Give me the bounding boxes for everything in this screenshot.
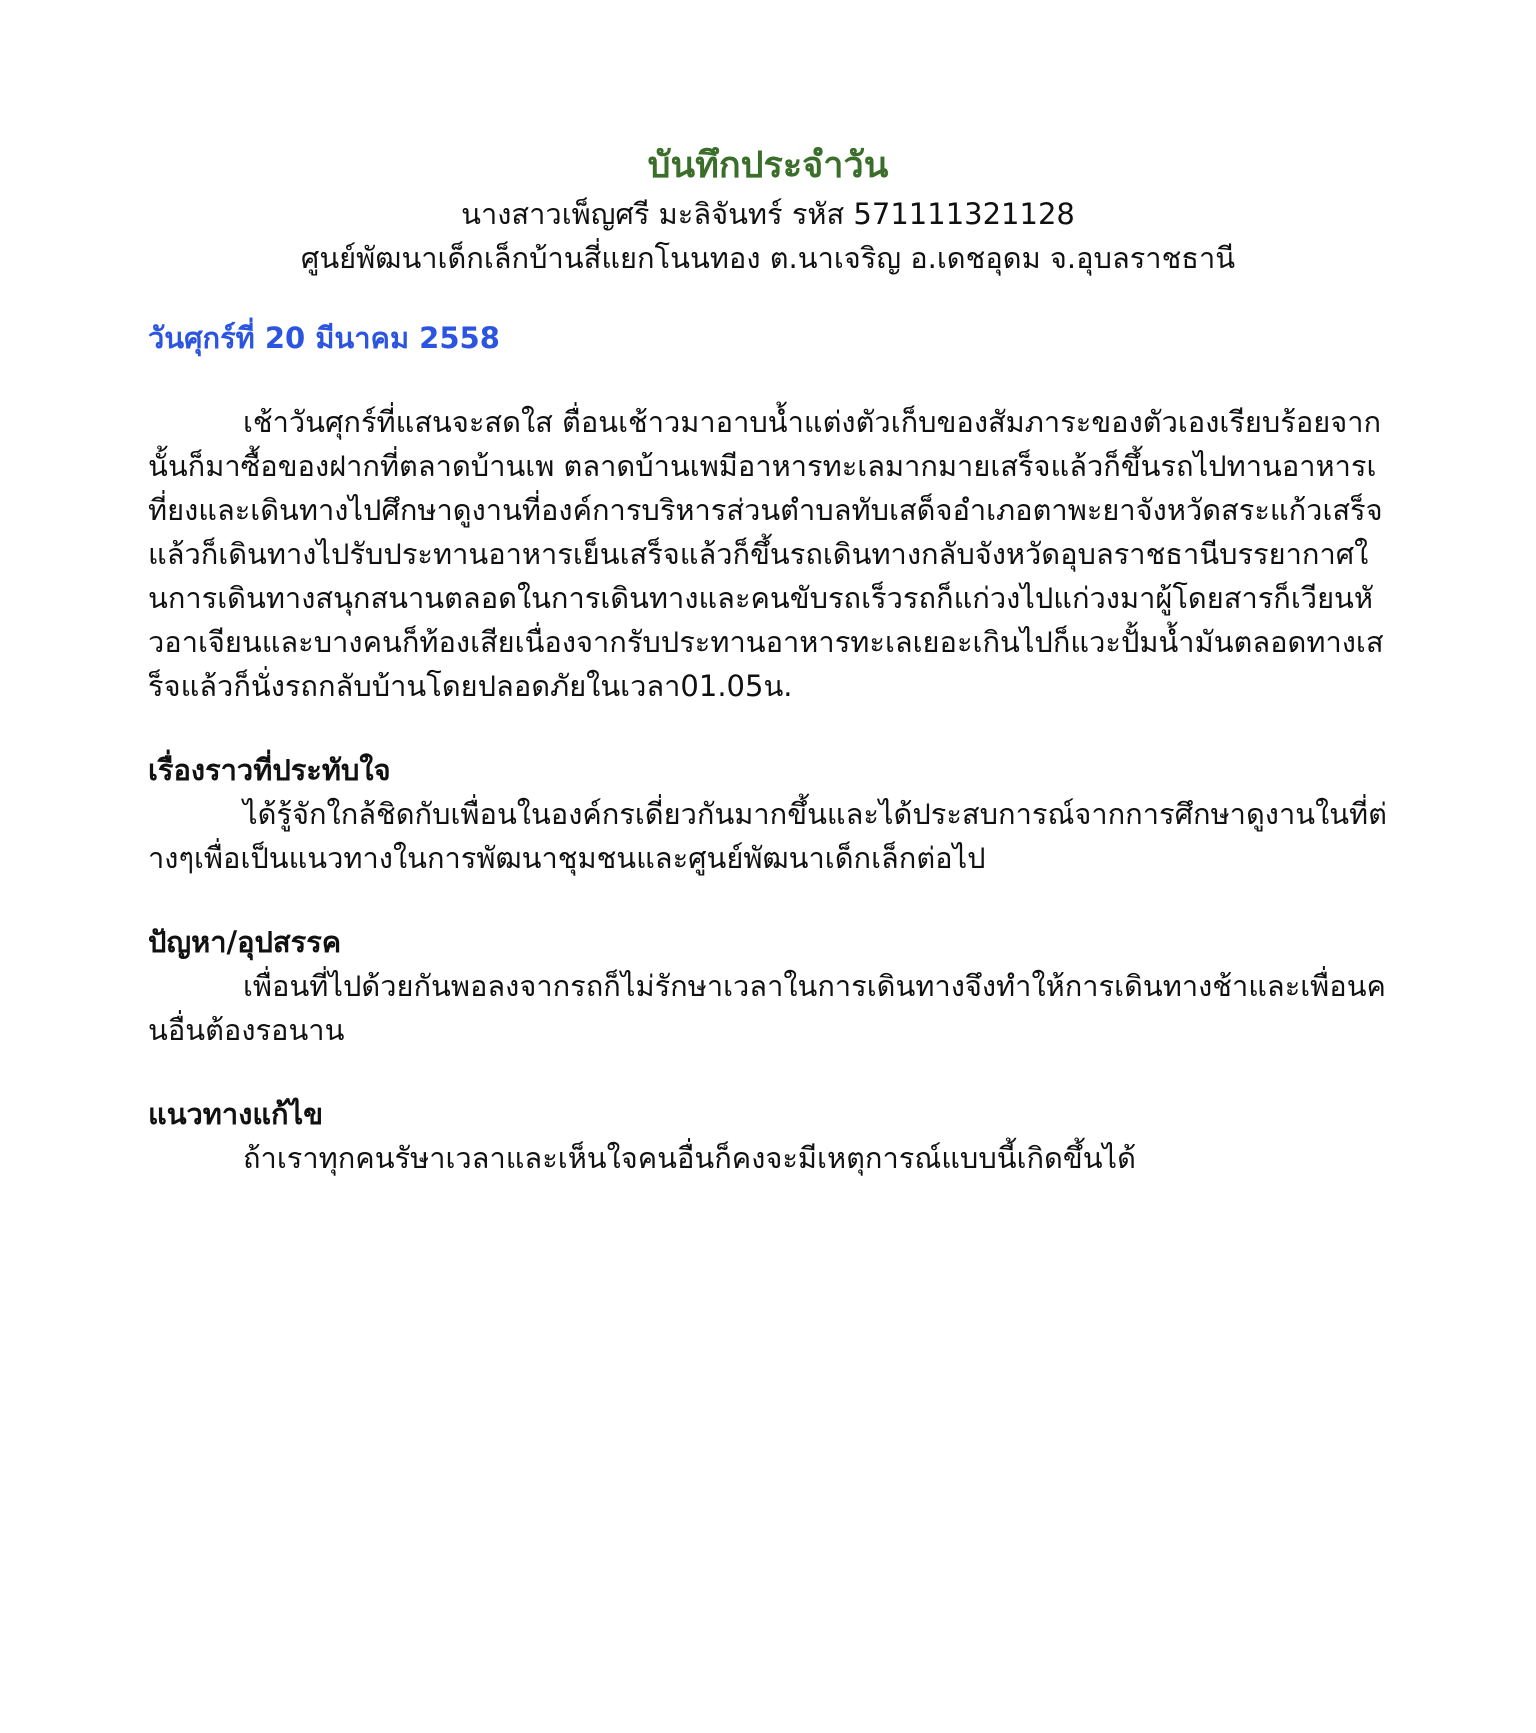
section-text-solutions: ถ้าเราทุกคนรัษาเวลาและเห็นใจคนอื่นก็คงจะมีเหตุการณ์แบบนี้เกิดขึ้นได้ (243, 1141, 1136, 1175)
entry-body-paragraph: เช้าวันศุกร์ที่แสนจะสดใส ตื่อนเช้าวมาอาบน้ำแต่งตัวเก็บของสัมภาระของตัวเองเรียบร้อยจากนั้นก็มาซื้อของฝากที่ตลาดบ้านเพ ตลาดบ้านเพมีอาหารทะเลมากมายเสร็จแล้วก็ขึ้นรถไปทานอาหารเที่ยงและเดินทางไปศึกษาดูงานที่องค์การบริหารส่วนตำบลทับเสด็จอำเภอตาพะยาจังหวัดสระแก้วเสร็จแล้วก็เดินทางไปรับประทานอาหารเย็นเสร็จแล้วก็ขึ้นรถเดินทางกลับจังหวัดอุบลราชธานีบรรยากาศในการเดินทางสนุกสนานตลอดในการเดินทางและคนขับรถเร็วรถก็แก่วงไปแก่วงมาผู้โดยสารก็เวียนหัวอาเจียนและบางคนก็ท้องเสียเนื่องจากรับประทานอาหารทะเลเยอะเกินไปก็แวะปั้มน้ำมันตลอดทางเสร็จแล้วก็นั่งรถกลับบ้านโดยปลอดภัยในเวลา01.05น. (148, 405, 1384, 703)
section-solutions (148, 1092, 1388, 1180)
section-heading-solutions: แนวทางแก้ไข (148, 1097, 324, 1131)
document-header (148, 140, 1388, 280)
section-problems (148, 920, 1388, 1052)
section-text-problems: เพื่อนที่ไปด้วยกันพอลงจากรถก็ไม่รักษาเวลาในการเดินทางจึงทำให้การเดินทางช้าและเพื่อนคนอื่นต้องรอนาน (148, 969, 1386, 1047)
document-title: บันทึกประจำวัน (647, 145, 889, 186)
section-heading-problems: ปัญหา/อุปสรรค (148, 925, 342, 959)
section-heading-impressions: เรื่องราวที่ประทับใจ (148, 753, 391, 787)
author-line: นางสาวเพ็ญศรี มะลิจันทร์ รหัส 571111321128 (461, 197, 1075, 231)
entry-date: วันศุกร์ที่ 20 มีนาคม 2558 (148, 321, 500, 355)
organization-line: ศูนย์พัฒนาเด็กเล็กบ้านสี่แยกโนนทอง ต.นาเจริญ อ.เดชอุดม จ.อุบลราชธานี (300, 241, 1236, 275)
section-text-impressions: ได้รู้จักใกล้ชิดกับเพื่อนในองค์กรเดี่ยวกันมากขึ้นและได้ประสบการณ์จากการศึกษาดูงานในที่ต่างๆเพื่อเป็นแนวทางในการพัฒนาชุมชนและศูนย์พัฒนาเด็กเล็กต่อไป (148, 797, 1387, 875)
section-impressions (148, 748, 1388, 880)
